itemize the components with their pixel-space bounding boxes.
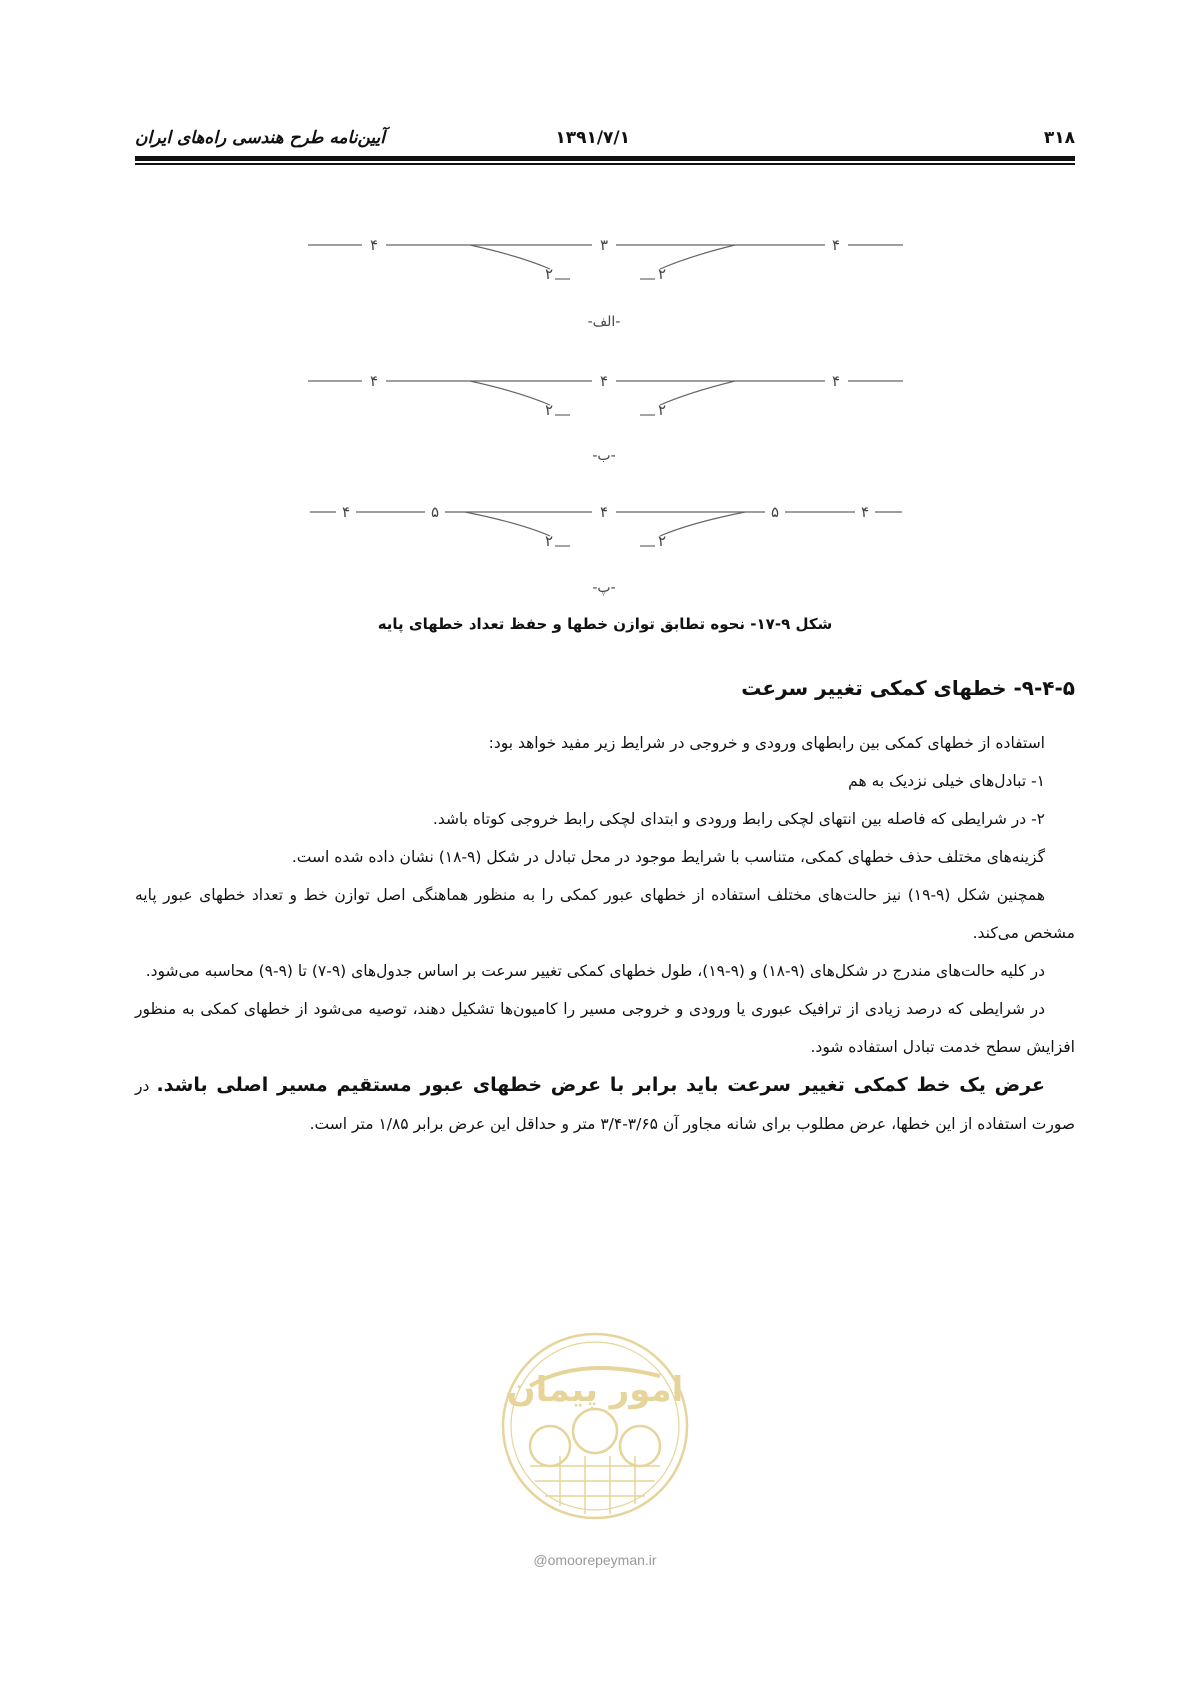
panel-a-number-2: ۳ <box>599 236 609 254</box>
panel-b-label: -ب- <box>592 448 616 464</box>
panel-c-number-5: ۴ <box>860 503 870 521</box>
panel-c-number-3: ۴ <box>599 503 609 521</box>
list-item-2: ۲- در شرایطی که فاصله بین انتهای لچکی رابط ورودی و ابتدای لچکی رابط خروجی کوتاه باشد. <box>432 810 1045 828</box>
body-text <box>135 724 1075 1143</box>
panel-c-label: -پ- <box>592 580 616 596</box>
panel-b-number-3: ۴ <box>831 372 841 390</box>
panel-c-number-4: ۵ <box>770 503 780 521</box>
list-item-1: ۱- تبادل‌های خیلی نزدیک به هم <box>848 772 1045 790</box>
panel-a-number-3: ۴ <box>831 236 841 254</box>
paragraph-2: گزینه‌های مختلف حذف خطهای کمکی، متناسب با شرایط موجود در محل تبادل در شکل (۹-۱۸) نشان داده شده است. <box>291 848 1045 866</box>
header-date: ۱۳۹۱/۷/۱ <box>555 128 630 148</box>
panel-a-ramp-2: ۲ <box>657 265 667 283</box>
paragraph-4: در کلیه حالت‌های مندرج در شکل‌های (۹-۱۸) و (۹-۱۹)، طول خطهای کمکی تغییر سرعت بر اساس جدول‌های (۹-۷) تا (۹-۹) محاسبه می‌شود. <box>145 962 1045 980</box>
paragraph-5: در شرایطی که درصد زیادی از ترافیک عبوری یا ورودی و خروجی مسیر را کامیون‌ها تشکیل دهند، توصیه می‌شود از خطهای کمکی به منظور افزایش سطح خدمت تبادل استفاده شود. <box>135 1000 1075 1056</box>
panel-b-number-2: ۴ <box>599 372 609 390</box>
paragraph-6 <box>135 1066 1075 1143</box>
section-heading: ۹-۴-۵- خطهای کمکی تغییر سرعت <box>741 676 1075 700</box>
panel-c-number-2: ۵ <box>430 503 440 521</box>
watermark-url: @omoorepeyman.ir <box>533 1552 657 1568</box>
panel-a-label: -الف- <box>587 314 621 330</box>
paragraph-6-rest: در صورت استفاده از این خطها، عرض مطلوب برای شانه مجاور آن ۳/۶۵-۳/۴ متر و حداقل این عرض برابر ۱/۸۵ متر است. <box>135 1077 1075 1133</box>
panel-c-number-1: ۴ <box>341 503 351 521</box>
panel-b-ramp-2: ۲ <box>657 401 667 419</box>
page-number: ۳۱۸ <box>1043 128 1075 148</box>
panel-a-number-1: ۴ <box>369 236 379 254</box>
figure-caption: شکل ۹-۱۷- نحوه تطابق توازن خطها و حفظ تعداد خطهای پایه <box>377 615 833 633</box>
panel-b-number-1: ۴ <box>369 372 379 390</box>
panel-c-ramp-1: ۲ <box>544 532 554 550</box>
panel-b-ramp-1: ۲ <box>544 401 554 419</box>
watermark-logo <box>490 1316 700 1556</box>
paragraph-6-bold: عرض یک خط کمکی تغییر سرعت باید برابر با عرض خطهای عبور مستقیم مسیر اصلی باشد. <box>156 1074 1045 1096</box>
lane-balance-figure <box>0 0 1190 610</box>
watermark-text: امور پیمان <box>506 1370 684 1410</box>
panel-a-ramp-1: ۲ <box>544 265 554 283</box>
paragraph-intro: استفاده از خطهای کمکی بین رابطهای ورودی و خروجی در شرایط زیر مفید خواهد بود: <box>488 734 1045 752</box>
panel-c-ramp-2: ۲ <box>657 532 667 550</box>
header-title: آیین‌نامه طرح هندسی راه‌های ایران <box>135 128 385 148</box>
paragraph-3: همچنین شکل (۹-۱۹) نیز حالت‌های مختلف استفاده از خطهای عبور کمکی را به منظور هماهنگی اصل توازن خط و تعداد خطهای عبور پایه مشخص می‌کند. <box>135 886 1075 942</box>
